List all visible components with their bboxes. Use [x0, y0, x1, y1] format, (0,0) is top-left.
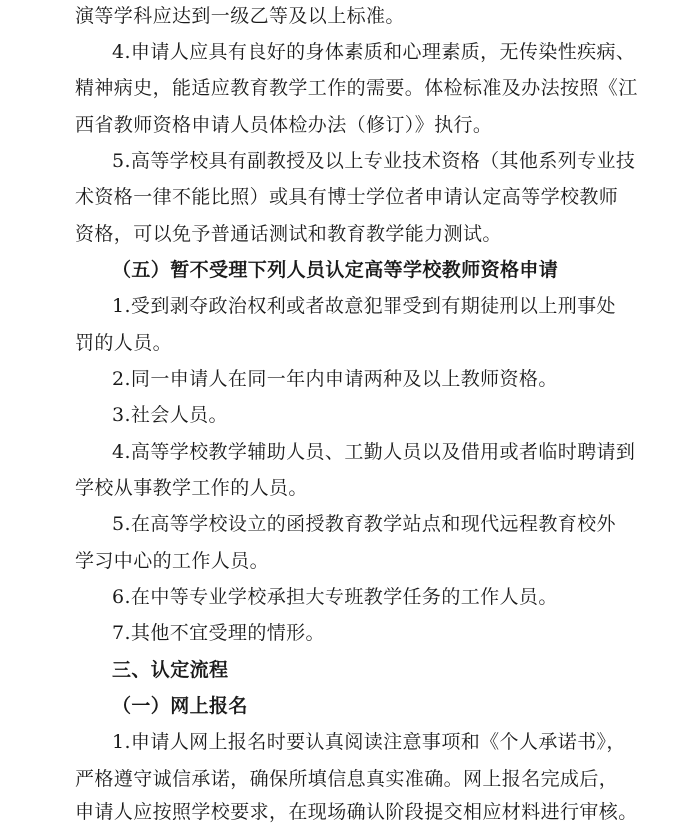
text-line-15: 5.在高等学校设立的函授教育教学站点和现代远程教育校外 [112, 513, 616, 535]
text-line-14: 学校从事教学工作的人员。 [75, 477, 308, 499]
text-line-16: 学习中心的工作人员。 [75, 550, 270, 572]
text-line-3: 精神病史，能适应教育教学工作的需要。体检标准及办法按照《江 [75, 77, 638, 99]
section-heading-5: （五）暂不受理下列人员认定高等学校教师资格申请 [112, 259, 559, 281]
text-line-4: 西省教师资格申请人员体检办法（修订）》执行。 [75, 114, 493, 136]
text-line-1: 演等学科应达到一级乙等及以上标准。 [75, 5, 405, 27]
text-line-17: 6.在中等专业学校承担大专班教学任务的工作人员。 [112, 586, 558, 608]
text-line-18: 7.其他不宜受理的情形。 [112, 622, 325, 644]
text-line-11: 2.同一申请人在同一年内申请两种及以上教师资格。 [112, 368, 558, 390]
text-line-2: 4.申请人应具有良好的身体素质和心理素质，无传染性疾病、 [112, 41, 636, 63]
subsection-heading-1: （一）网上报名 [112, 695, 248, 717]
text-line-12: 3.社会人员。 [112, 404, 228, 426]
text-line-13: 4.高等学校教学辅助人员、工勤人员以及借用或者临时聘请到 [112, 441, 636, 463]
text-line-21: 1.申请人网上报名时要认真阅读注意事项和《个人承诺书》， [112, 731, 626, 753]
text-line-7: 资格，可以免予普通话测试和教育教学能力测试。 [75, 223, 502, 245]
chapter-heading-3: 三、认定流程 [112, 659, 229, 681]
text-line-10: 罚的人员。 [75, 332, 173, 354]
text-line-23: 申请人应按照学校要求，在现场确认阶段提交相应材料进行审核。 [75, 801, 638, 823]
text-line-6: 术资格一律不能比照）或具有博士学位者申请认定高等学校教师 [75, 186, 619, 208]
text-line-5: 5.高等学校具有副教授及以上专业技术资格（其他系列专业技 [112, 150, 636, 172]
text-line-9: 1.受到剥夺政治权利或者故意犯罪受到有期徒刑以上刑事处 [112, 295, 616, 317]
text-line-22: 严格遵守诚信承诺，确保所填信息真实准确。网上报名完成后， [75, 768, 619, 790]
